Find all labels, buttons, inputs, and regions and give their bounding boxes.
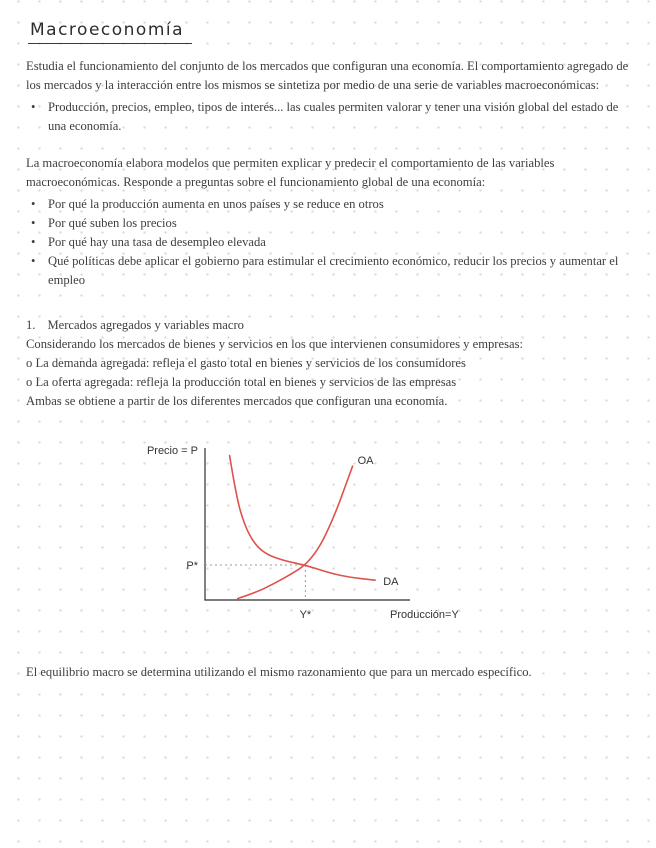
section-1 (26, 316, 630, 411)
da-curve (230, 456, 376, 581)
aggregate-market-chart (140, 438, 500, 639)
bullet-text: Por qué la producción aumenta en unos países y se reduce en otros (48, 197, 384, 211)
bullet-text: Qué políticas debe aplicar el gobierno para estimular el crecimiento económico, reducir los precios y aumentar el empleo (48, 254, 619, 287)
x-axis-label: Producción=Y (390, 609, 459, 621)
da-curve-label: DA (383, 576, 399, 589)
list-item (31, 214, 626, 233)
models-bullet-list (26, 195, 626, 290)
list-item (31, 233, 626, 252)
axes (205, 448, 410, 600)
section-heading-text: Mercados agregados y variables macro (47, 318, 244, 332)
section-number: 1. (26, 318, 36, 332)
bullet-text: Producción, precios, empleo, tipos de interés... las cuales permiten valorar y tener una visión global del estado de una economía. (48, 100, 619, 133)
bullet-icon: • (31, 197, 36, 211)
section-line: Ambas se obtiene a partir de los diferentes mercados que configuran una economía. (26, 394, 448, 408)
equilibrium-quantity-label: Y* (299, 609, 312, 621)
closing-paragraph: El equilibrio macro se determina utilizando el mismo razonamiento que para un mercado específico. (26, 665, 532, 679)
oa-curve-label: OA (357, 455, 374, 468)
bullet-icon: • (31, 235, 36, 249)
page-title: Macroeconomía (28, 20, 192, 44)
bullet-icon: • (31, 100, 36, 114)
list-item (31, 98, 626, 136)
oa-curve (238, 466, 353, 598)
bullet-text: Por qué hay una tasa de desempleo elevada (48, 235, 266, 249)
list-item (31, 195, 626, 214)
bullet-text: Por qué suben los precios (48, 216, 177, 230)
section-line: o La demanda agregada: refleja el gasto total en bienes y servicios de los consumidores (26, 356, 466, 370)
y-axis-label: Precio = P (146, 445, 198, 457)
supply-demand-svg (140, 438, 490, 634)
bullet-icon: • (31, 216, 36, 230)
intro-bullet-list (26, 98, 626, 136)
models-paragraph: La macroeconomía elabora modelos que permiten explicar y predecir el comportamiento de las variables macroeconómicas. Responde a preguntas sobre el funcionamiento global de una economía: (26, 156, 555, 189)
section-heading (26, 316, 630, 335)
equilibrium-price-label: P* (186, 560, 198, 572)
section-line: o La oferta agregada: refleja la producción total en bienes y servicios de las empresas (26, 375, 457, 389)
intro-paragraph: Estudia el funcionamiento del conjunto de los mercados que configuran una economía. El comportamiento agregado de los mercados y la interacción entre los mismos se sintetiza por medio de una serie de variables macroeconómicas: (26, 59, 629, 92)
bullet-icon: • (31, 254, 36, 268)
section-line: Considerando los mercados de bienes y servicios en los que intervienen consumidores y empresas: (26, 337, 523, 351)
list-item (31, 252, 626, 290)
